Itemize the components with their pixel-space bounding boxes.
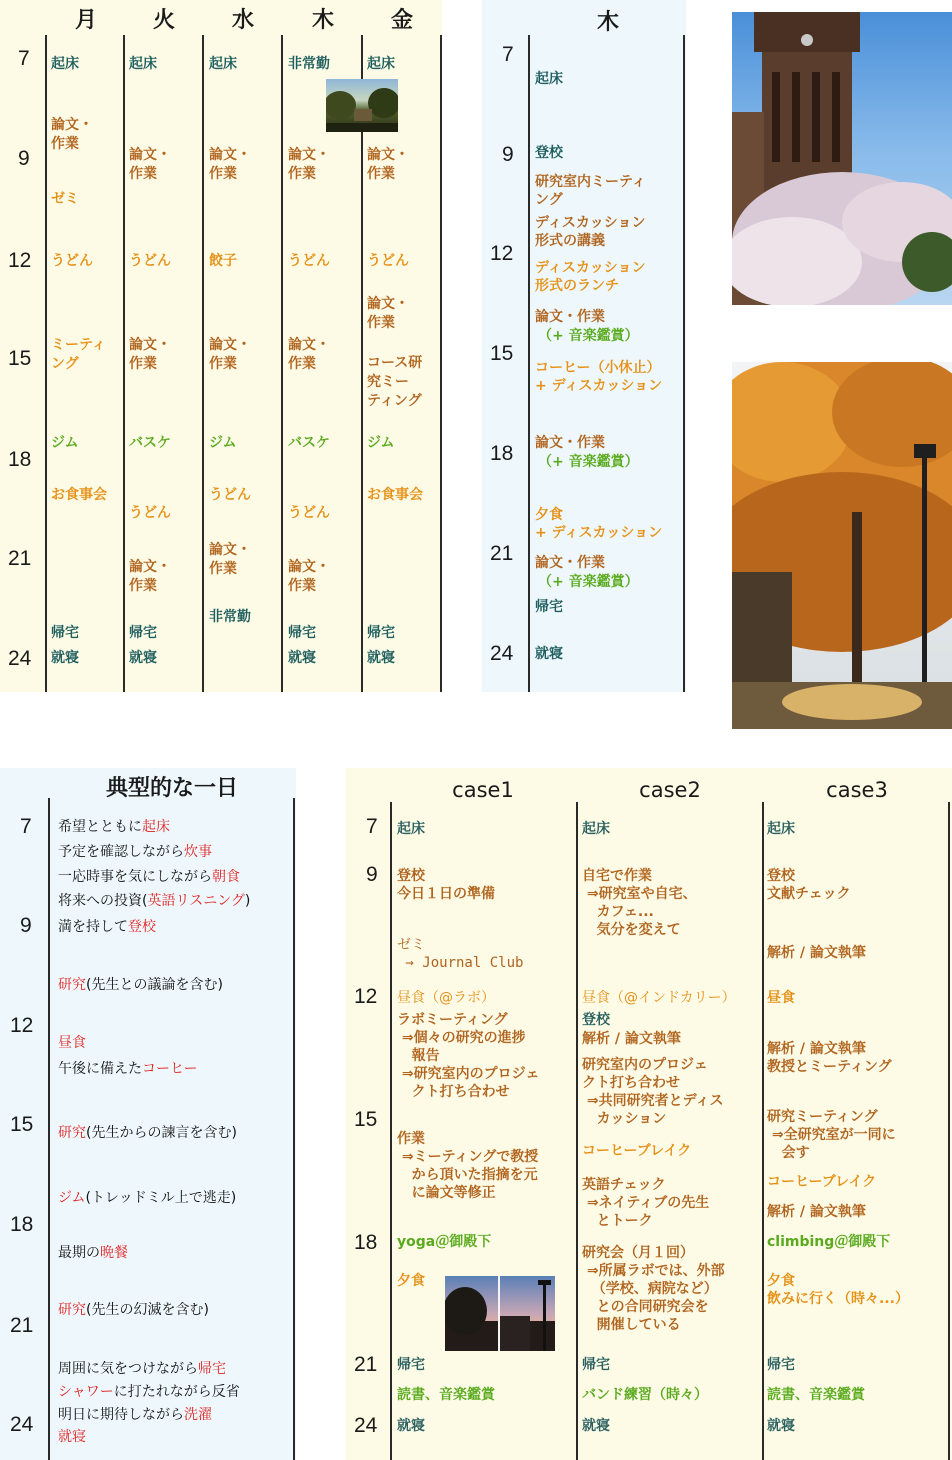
column-divider — [361, 35, 363, 692]
autumn-trees-photo — [732, 362, 952, 729]
typical-line — [58, 1060, 197, 1078]
thu-item: ディスカッション 形式のランチ — [535, 260, 646, 294]
case1-item: 起床 — [397, 821, 425, 837]
event-fri-work: 論文・ 作業 — [367, 147, 409, 182]
line-highlight: 昼食 — [58, 1035, 86, 1051]
event-mon-meeting: ミーティ ング — [51, 337, 106, 372]
hour-label: 7 — [502, 43, 514, 66]
thu-item: 研究室内ミーティ ング — [535, 174, 646, 208]
line-highlight: 登校 — [128, 919, 156, 935]
hour-label: 18 — [8, 448, 32, 471]
case-header-1: case1 — [452, 778, 514, 802]
event-thu-home: 帰宅 — [288, 625, 316, 641]
event-wed-work: 論文・ 作業 — [209, 542, 251, 577]
thu-item: 登校 — [535, 145, 563, 161]
case2-item: コーヒーブレイク — [582, 1143, 692, 1159]
event-thu-work: 論文・ 作業 — [288, 559, 330, 594]
thu-item: 論文・作業 — [535, 435, 605, 451]
hour-label: 12 — [490, 242, 514, 265]
thu-item: 就寝 — [535, 646, 563, 662]
hour-label: 12 — [354, 985, 378, 1008]
case1-item: yoga＠御殿下 — [397, 1234, 492, 1250]
cases-panel — [346, 768, 952, 1460]
event-thu-lunch: うどん — [288, 253, 330, 269]
column-divider — [528, 35, 530, 692]
day-header-tue: 火 — [152, 8, 175, 33]
line-highlight: シャワー — [58, 1384, 114, 1400]
line-highlight: ジム — [58, 1190, 86, 1206]
thursday-panel — [482, 0, 686, 692]
column-divider — [762, 802, 764, 1460]
event-thu-dinner: うどん — [288, 505, 330, 521]
event-mon-sleep: 就寝 — [51, 650, 79, 666]
event-fri-course-meeting: コース研 究ミー ティング — [367, 355, 423, 409]
case3-item: コーヒーブレイク — [767, 1174, 877, 1190]
event-wed-lunch: 餃子 — [209, 253, 237, 269]
hour-label: 15 — [10, 1113, 34, 1136]
case3-item: 研究ミーティング ⇒全研究室が一同に 会す — [767, 1109, 896, 1161]
column-divider — [576, 802, 578, 1460]
case2-item: 英語チェック ⇒ネイティブの先生 とトーク — [582, 1177, 710, 1229]
case3-item: 解析 / 論文執筆 — [767, 1204, 866, 1220]
column-divider — [293, 798, 295, 1460]
typical-line — [58, 843, 212, 861]
line-text: 一応時事を気にしながら — [58, 869, 212, 885]
day-header-wed: 水 — [231, 8, 254, 33]
typical-line — [58, 818, 170, 836]
typical-line — [58, 1428, 86, 1446]
case3-item: 帰宅 — [767, 1357, 795, 1373]
case2-item: 研究室内のプロジェ クト打ち合わせ ⇒共同研究者とディス カッション — [582, 1057, 724, 1127]
campus-clocktower-photo — [732, 12, 952, 305]
thu-item: 夕食 + ディスカッション — [535, 507, 663, 541]
line-text: 最期の — [58, 1245, 100, 1261]
column-divider — [202, 35, 204, 692]
line-text: 満を持して — [58, 919, 128, 935]
line-text: 明日に期待しながら — [58, 1407, 184, 1423]
line-highlight: 帰宅 — [198, 1361, 226, 1377]
event-tue-work: 論文・ 作業 — [129, 147, 171, 182]
hour-label: 7 — [18, 47, 30, 70]
hour-label: 21 — [490, 542, 514, 565]
thu-item: ディスカッション 形式の講義 — [535, 215, 646, 249]
line-text: 午後に備えた — [58, 1061, 142, 1077]
typical-day-panel — [0, 768, 296, 1460]
hour-label: 9 — [20, 914, 32, 937]
line-text: 将来への投資( — [58, 893, 148, 909]
case1-item: ゼミ → Journal Club — [397, 937, 524, 971]
hour-label: 9 — [502, 143, 514, 166]
column-divider — [440, 35, 442, 692]
event-thu-basketball: バスケ — [288, 435, 330, 451]
thu-item: 論文・作業 — [535, 555, 605, 571]
line-text: 予定を確認しながら — [58, 844, 184, 860]
hour-label: 24 — [490, 642, 514, 665]
day-header-mon: 月 — [74, 8, 97, 33]
case3-item: 登校 文献チェック — [767, 868, 851, 902]
column-divider — [48, 798, 50, 1460]
event-thu-parttime: 非常勤 — [288, 56, 330, 72]
case3-item: 夕食 飲みに行く（時々...） — [767, 1273, 909, 1307]
line-highlight: 英語リスニング — [147, 893, 245, 909]
hour-label: 15 — [354, 1108, 378, 1131]
event-tue-sleep: 就寝 — [129, 650, 157, 666]
line-text: (先生との議論を含む) — [86, 977, 223, 993]
case1-item: 就寝 — [397, 1418, 425, 1434]
event-wed-work: 論文・ 作業 — [209, 147, 251, 182]
typical-line — [58, 868, 240, 886]
case2-item: 就寝 — [582, 1418, 610, 1434]
line-highlight: 研究 — [58, 1125, 86, 1141]
event-mon-wake: 起床 — [51, 56, 79, 72]
event-tue-home: 帰宅 — [129, 625, 157, 641]
event-fri-gym: ジム — [367, 435, 395, 451]
typical-line — [58, 1383, 240, 1401]
typical-line — [58, 1189, 236, 1207]
case1-item: 帰宅 — [397, 1357, 425, 1373]
event-fri-work: 論文・ 作業 — [367, 296, 409, 331]
case1-item: 登校 今日１日の準備 — [397, 868, 495, 902]
event-fri-sleep: 就寝 — [367, 650, 395, 666]
hour-label: 9 — [366, 863, 378, 886]
hour-label: 24 — [8, 647, 32, 670]
column-divider — [948, 802, 950, 1460]
hour-label: 24 — [354, 1414, 378, 1437]
line-text: (先生の幻滅を含む) — [86, 1302, 209, 1318]
thu-item: 論文・作業 — [535, 309, 605, 325]
hour-label: 18 — [354, 1231, 378, 1254]
thu-item: 起床 — [535, 71, 563, 87]
case1-item: 夕食 — [397, 1273, 425, 1289]
hour-label: 7 — [20, 815, 32, 838]
event-wed-parttime: 非常勤 — [209, 609, 251, 625]
case3-item: 解析 / 論文執筆 教授とミーティング — [767, 1041, 892, 1075]
line-highlight: 起床 — [142, 819, 170, 835]
line-highlight: 研究 — [58, 1302, 86, 1318]
event-fri-lunch: うどん — [367, 253, 409, 269]
event-tue-wake: 起床 — [129, 56, 157, 72]
event-fri-home: 帰宅 — [367, 625, 395, 641]
case2-item: 自宅で作業 ⇒研究室や自宅、 カフェ... 気分を変えて — [582, 868, 697, 938]
case2-item: 登校 — [582, 1012, 610, 1028]
event-mon-gym: ジム — [51, 435, 79, 451]
event-wed-wake: 起床 — [209, 56, 237, 72]
thu-item: 帰宅 — [535, 599, 563, 615]
event-wed-gym: ジム — [209, 435, 237, 451]
event-tue-work: 論文・ 作業 — [129, 337, 171, 372]
case2-item: バンド練習（時々） — [582, 1387, 708, 1403]
line-text: (トレッドミル上で逃走) — [85, 1190, 237, 1206]
case3-item: 就寝 — [767, 1418, 795, 1434]
case-header-3: case3 — [826, 778, 888, 802]
small-campus-photo — [326, 79, 398, 132]
typical-line — [58, 1244, 128, 1262]
hour-label: 18 — [490, 442, 514, 465]
column-divider — [281, 35, 283, 692]
case1-item: 読書、音楽鑑賞 — [397, 1387, 495, 1403]
case1-item: ラボミーティング ⇒個々の研究の進捗 報告 ⇒研究室内のプロジェ クト打ち合わせ — [397, 1012, 540, 1100]
event-thu-sleep: 就寝 — [288, 650, 316, 666]
line-highlight: 炊事 — [184, 844, 212, 860]
line-text: 周囲に気をつけながら — [58, 1361, 198, 1377]
case-header-2: case2 — [639, 778, 701, 802]
column-divider — [390, 802, 392, 1460]
hour-label: 24 — [10, 1413, 34, 1436]
thu-item: （+ 音楽鑑賞） — [538, 574, 639, 590]
event-mon-work: 論文・ 作業 — [51, 117, 93, 152]
case3-item: 起床 — [767, 821, 795, 837]
hour-label: 21 — [8, 547, 32, 570]
column-divider — [683, 35, 685, 692]
event-mon-lunch: うどん — [51, 253, 93, 269]
line-text: 希望とともに — [58, 819, 142, 835]
hour-label: 21 — [354, 1353, 378, 1376]
hour-label: 15 — [8, 347, 32, 370]
case2-item: 研究会（月１回） ⇒所属ラボでは、外部 （学校、病院など） との合同研究会を 開催している — [582, 1245, 725, 1333]
typical-line — [58, 976, 223, 994]
event-fri-wake: 起床 — [367, 56, 395, 72]
event-tue-work: 論文・ 作業 — [129, 559, 171, 594]
typical-day-title: 典型的な一日 — [105, 776, 238, 801]
case2-item: 起床 — [582, 821, 610, 837]
case3-item: climbing＠御殿下 — [767, 1234, 891, 1250]
sunset-skyline-photo — [445, 1276, 555, 1351]
typical-line — [58, 918, 156, 936]
event-tue-dinner: うどん — [129, 505, 171, 521]
line-highlight: 研究 — [58, 977, 86, 993]
thu-item: （+ 音楽鑑賞） — [538, 454, 639, 470]
hour-label: 12 — [8, 249, 32, 272]
event-fri-dinner: お食事会 — [367, 487, 423, 503]
thu-item: コーヒー（小休止） + ディスカッション — [535, 360, 663, 394]
typical-line — [58, 1034, 86, 1052]
case3-item: 読書、音楽鑑賞 — [767, 1387, 865, 1403]
line-text: ) — [244, 893, 251, 909]
line-highlight: 洗濯 — [184, 1407, 212, 1423]
line-highlight: 朝食 — [212, 869, 240, 885]
event-wed-dinner: うどん — [209, 487, 251, 503]
weekly-schedule-panel — [0, 0, 442, 692]
day-header-fri: 金 — [390, 8, 413, 33]
line-highlight: 就寝 — [58, 1429, 86, 1445]
day-header-thu: 木 — [311, 8, 334, 33]
typical-line — [58, 1124, 237, 1142]
hour-label: 12 — [10, 1014, 34, 1037]
typical-line — [58, 1406, 212, 1424]
hour-label: 7 — [366, 815, 378, 838]
case1-item: 作業 ⇒ミーティングで教授 から頂いた指摘を元 に論文等修正 — [397, 1131, 539, 1201]
case2-item: 昼食（@インドカリー） — [582, 990, 736, 1006]
thursday-title: 木 — [596, 10, 619, 35]
hour-label: 18 — [10, 1213, 34, 1236]
case2-item: 帰宅 — [582, 1357, 610, 1373]
column-divider — [45, 35, 47, 692]
thu-item: （+ 音楽鑑賞） — [538, 328, 639, 344]
typical-line — [58, 1301, 209, 1319]
event-thu-work: 論文・ 作業 — [288, 147, 330, 182]
line-highlight: 晩餐 — [100, 1245, 128, 1261]
line-highlight: コーヒー — [142, 1061, 198, 1077]
case3-item: 昼食 — [767, 990, 795, 1006]
column-divider — [123, 35, 125, 692]
event-mon-dinner: お食事会 — [51, 487, 107, 503]
event-mon-seminar: ゼミ — [51, 191, 79, 207]
event-thu-work: 論文・ 作業 — [288, 337, 330, 372]
case3-item: 解析 / 論文執筆 — [767, 945, 866, 961]
hour-label: 9 — [18, 147, 30, 170]
hour-label: 15 — [490, 342, 514, 365]
typical-line — [58, 1360, 226, 1378]
event-tue-basketball: バスケ — [129, 435, 171, 451]
typical-line — [58, 892, 250, 910]
case1-item: 昼食（@ラボ） — [397, 990, 495, 1006]
case2-item: 解析 / 論文執筆 — [582, 1031, 681, 1047]
event-tue-lunch: うどん — [129, 253, 171, 269]
event-wed-work: 論文・ 作業 — [209, 337, 251, 372]
line-text: に打たれながら反省 — [113, 1384, 240, 1400]
line-text: (先生からの諫言を含む) — [86, 1125, 237, 1141]
event-mon-home: 帰宅 — [51, 625, 79, 641]
hour-label: 21 — [10, 1314, 34, 1337]
